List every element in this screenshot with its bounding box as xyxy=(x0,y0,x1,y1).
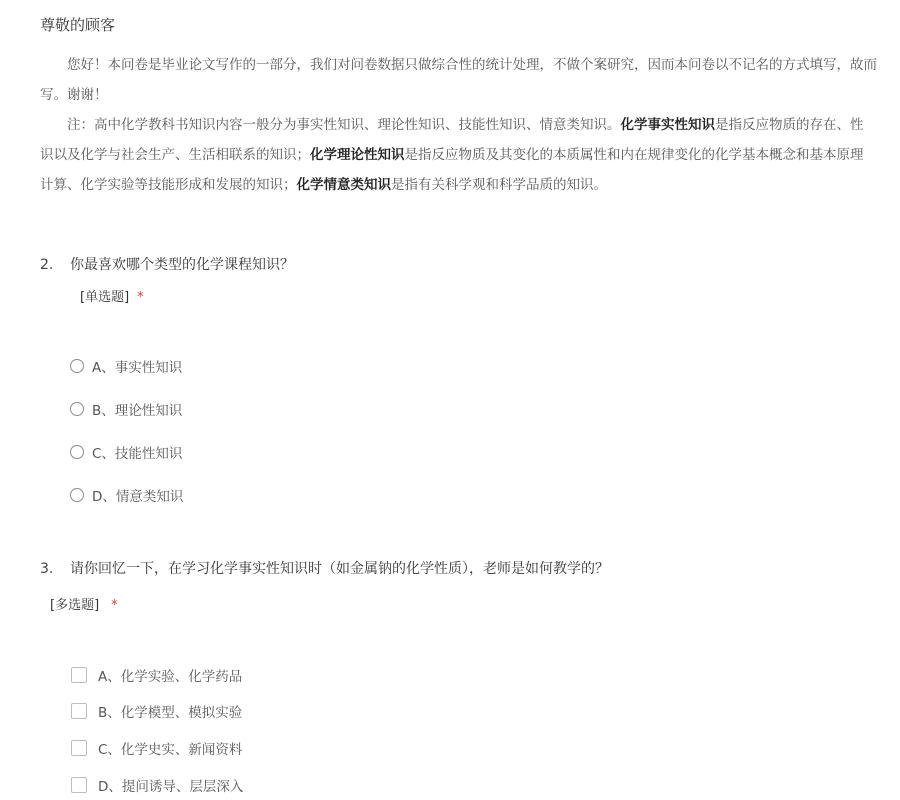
option-label: B、理论性知识 xyxy=(92,403,183,419)
question-text: 请你回忆一下，在学习化学事实性知识时（如金属钠的化学性质），老师是如何教学的？ xyxy=(70,561,609,577)
q3-option-a[interactable] xyxy=(71,665,242,685)
radio-button[interactable] xyxy=(70,488,84,502)
survey-greeting: 尊敬的顾客 xyxy=(40,16,116,34)
checkbox[interactable] xyxy=(71,667,87,683)
question-3-title xyxy=(40,558,609,578)
intro-line: 您好！本问卷是毕业论文写作的一部分，我们对问卷数据只做综合性的统计处理，不做个案研究，因而本问卷以不记名的方式填写，故而 xyxy=(67,57,877,73)
q3-option-d[interactable] xyxy=(71,775,243,795)
q3-option-b[interactable] xyxy=(71,701,242,721)
option-label: D、情意类知识 xyxy=(92,489,184,505)
option-label: B、化学模型、模拟实验 xyxy=(98,705,243,721)
q2-option-d[interactable] xyxy=(70,485,183,505)
intro-note-line: 识以及化学与社会生产、生活相联系的知识；化学理论性知识是指反应物质及其变化的本质属性和内在规律变化的化学基本概念和基本原理 xyxy=(40,147,864,163)
option-label: C、化学史实、新闻资料 xyxy=(98,742,243,758)
term-factual-knowledge: 化学事实性知识 xyxy=(620,117,715,133)
question-2-type xyxy=(80,286,144,305)
question-number: 2. xyxy=(40,257,54,273)
q2-option-b[interactable] xyxy=(70,399,182,419)
required-mark: * xyxy=(137,290,144,305)
question-3-type xyxy=(50,594,118,613)
intro-line: 写。谢谢！ xyxy=(40,87,108,103)
intro-note-line: 注：高中化学教科书知识内容一般分为事实性知识、理论性知识、技能性知识、情意类知识。化学事实性知识是指反应物质的存在、性 xyxy=(67,117,864,133)
term-theoretical-knowledge: 化学理论性知识 xyxy=(310,147,405,163)
q2-option-c[interactable] xyxy=(70,442,182,462)
option-label: C、技能性知识 xyxy=(92,446,183,462)
survey-intro xyxy=(40,50,900,200)
option-label: D、提问诱导、层层深入 xyxy=(98,779,244,795)
question-type-label: [单选题] xyxy=(80,290,130,305)
checkbox[interactable] xyxy=(71,740,87,756)
q2-option-a[interactable] xyxy=(70,356,182,376)
radio-button[interactable] xyxy=(70,402,84,416)
question-2-title xyxy=(40,254,294,274)
radio-button[interactable] xyxy=(70,445,84,459)
question-text: 你最喜欢哪个类型的化学课程知识？ xyxy=(70,257,294,273)
intro-note-line: 计算、化学实验等技能形成和发展的知识；化学情意类知识是指有关科学观和科学品质的知识。 xyxy=(40,177,607,193)
checkbox[interactable] xyxy=(71,777,87,793)
checkbox[interactable] xyxy=(71,703,87,719)
q3-option-c[interactable] xyxy=(71,738,242,758)
question-number: 3. xyxy=(40,561,54,577)
required-mark: * xyxy=(111,598,118,613)
option-label: A、化学实验、化学药品 xyxy=(98,669,243,685)
radio-button[interactable] xyxy=(70,359,84,373)
term-affective-knowledge: 化学情意类知识 xyxy=(296,177,391,193)
option-label: A、事实性知识 xyxy=(92,360,183,376)
question-type-label: [多选题] xyxy=(50,598,100,613)
